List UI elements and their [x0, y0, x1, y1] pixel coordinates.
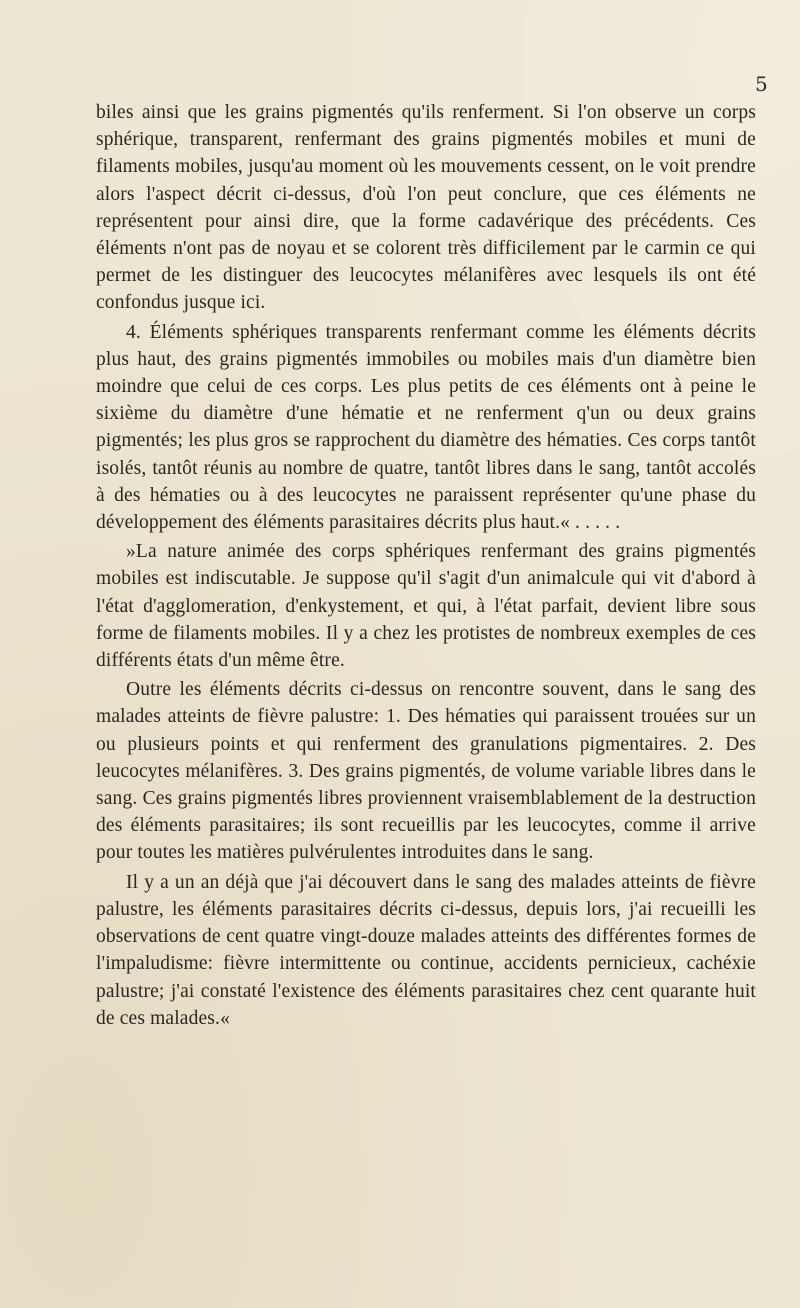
body-text [96, 99, 756, 1032]
page-number: 5 [755, 72, 768, 96]
paragraph-continuation: biles ainsi que les grains pigmentés qu'ils renferment. Si l'on observe un corps sphérique, transparent, renfermant des grains pigmentés mobiles et muni de filaments mobiles, jusqu'au moment où les mouvements cessent, on le voit prendre alors l'aspect décrit ci-dessus, d'où l'on peut conclure, que ces éléments ne représentent pour ainsi dire, que la forme cadavérique des précédents. Ces éléments n'ont pas de noyau et se colorent très difficilement par le carmin ce qui permet de les distinguer des leucocytes mélanifères avec lesquels ils ont été confondus jusque ici. [96, 102, 756, 314]
paragraph-observations: Il y a un an déjà que j'ai découvert dans le sang des malades atteints de fièvre palustre, les éléments parasitaires décrits ci-dessus, depuis lors, j'ai recueilli les observations de cent quatre vingt-douze malades atteints des différentes formes de l'impaludisme: fièvre intermittente ou continue, accidents pernicieux, cachéxie palustre; j'ai constaté l'existence des éléments parasitaires chez cent quarante huit de ces malades.« [96, 871, 756, 1029]
paragraph-item-4: 4. Éléments sphériques transparents renfermant comme les éléments décrits plus haut, des grains pigmentés immobiles ou mobiles mais d'un diamètre bien moindre que celui de ces corps. Les plus petits de ces éléments ont à peine le sixième du diamètre d'une hématie et ne renferment q'un ou deux grains pigmentés; les plus gros se rapprochent du diamètre des hématies. Ces corps tantôt isolés, tantôt réunis au nombre de quatre, tantôt libres dans le sang, tantôt accolés à des hématies ou à des leucocytes ne paraissent représenter qu'une phase du développement des éléments parasitaires décrits plus haut.« . . . . . [96, 321, 756, 534]
paragraph-other-elements: Outre les éléments décrits ci-dessus on rencontre souvent, dans le sang des malades atteints de fièvre palustre: 1. Des hématies qui paraissent trouées sur un ou plusieurs points et qui renferment des granulations pigmentaires. 2. Des leucocytes mélanifères. 3. Des grains pigmentés, de volume variable libres dans le sang. Ces grains pigmentés libres proviennent vraisemblablement de la destruction des éléments parasitaires; ils sont recueillis par les leucocytes, comme il arrive pour toutes les matières pulvérulentes introduites dans le sang. [96, 679, 756, 864]
paragraph-quote: »La nature animée des corps sphériques renfermant des grains pigmentés mobiles est indiscutable. Je suppose qu'il s'agit d'un animalcule qui vit d'abord à l'état d'agglomeration, d'enkystement, et qui, à l'état parfait, devient libre sous forme de filaments mobiles. Il y a chez les protistes de nombreux exemples de ces différents états d'un même être. [96, 541, 756, 672]
